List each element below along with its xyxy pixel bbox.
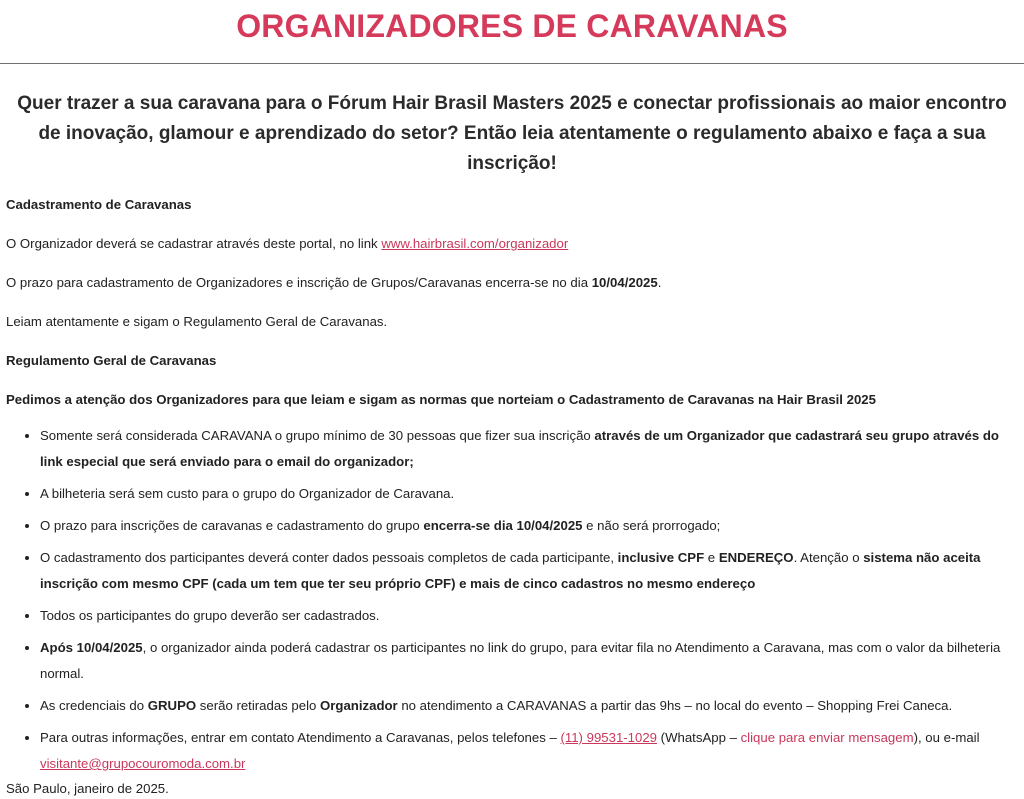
rule-text: Para outras informações, entrar em contato Atendimento a Caravanas, pelos telefones – (40, 730, 561, 745)
rule-bold: inclusive CPF (617, 550, 705, 565)
whatsapp-link[interactable]: clique para enviar mensagem (740, 730, 914, 745)
rule-text: e não será prorrogado; (582, 518, 721, 533)
rule-item (40, 545, 1018, 597)
rules-list (6, 423, 1018, 777)
phone-link[interactable]: (11) 99531-1029 (560, 730, 658, 745)
rule-text: . Atenção o (793, 550, 864, 565)
content (0, 195, 1024, 799)
read-rules-paragraph: Leiam atentamente e sigam o Regulamento Geral de Caravanas. (6, 314, 388, 329)
rule-bold: através de um Organizador que cadastrará seu grupo através do link especial que será enviado para o email do organizador; (40, 428, 999, 469)
page-title: ORGANIZADORES DE CARAVANAS (236, 8, 788, 44)
organizer-register-paragraph (6, 234, 1018, 254)
rule-bold: Após 10/04/2025 (40, 640, 143, 655)
footer-date: São Paulo, janeiro de 2025. (6, 781, 169, 796)
rule-item (40, 513, 1018, 539)
organizer-register-text: O Organizador deverá se cadastrar através deste portal, no link (6, 236, 382, 251)
intro-text: Quer trazer a sua caravana para o Fórum Hair Brasil Masters 2025 e conectar profissionais ao maior encontro de inovação, glamour e aprendizado do setor? Então leia atentamente o regulamento abaixo e faça a sua inscrição! (17, 93, 1007, 174)
rule-bold: ENDEREÇO (718, 550, 794, 565)
rule-text: e (704, 550, 719, 565)
rule-item (40, 693, 1018, 719)
rule-item (40, 725, 1018, 777)
section-heading-cadastramento: Cadastramento de Caravanas (6, 197, 192, 212)
rule-bold: encerra-se dia 10/04/2025 (423, 518, 583, 533)
rule-bold: Organizador (320, 698, 398, 713)
rule-text: no atendimento a CARAVANAS a partir das 9hs – no local do evento – Shopping Frei Caneca. (397, 698, 953, 713)
rule-item (40, 423, 1018, 475)
rules-lead: Pedimos a atenção dos Organizadores para que leiam e sigam as normas que norteiam o Cadastramento de Caravanas na Hair Brasil 2025 (6, 392, 876, 407)
rule-bold: GRUPO (147, 698, 197, 713)
rule-item (40, 635, 1018, 687)
deadline-paragraph (6, 273, 1018, 293)
rule-text: , o organizador ainda poderá cadastrar os participantes no link do grupo, para evitar fila no Atendimento a Caravana, mas com o valor da bilheteria normal. (40, 640, 1001, 681)
rule-text: O prazo para inscrições de caravanas e cadastramento do grupo (40, 518, 424, 533)
rule-item: • Todos os participantes do grupo deverão ser cadastrados. (40, 603, 1018, 629)
rule-text: Somente será considerada CARAVANA o grupo mínimo de 30 pessoas que fizer sua inscrição (40, 428, 595, 443)
rule-bold: sistema não aceita inscrição com mesmo CPF (cada um tem que ter seu próprio CPF) e mais de cinco cadastros no mesmo endereço (40, 550, 981, 591)
rule-text: As credenciais do (40, 698, 148, 713)
rule-text: O cadastramento dos participantes deverá conter dados pessoais completos de cada participante, (40, 550, 618, 565)
organizer-link[interactable]: www.hairbrasil.com/organizador (381, 236, 569, 251)
rule-text: ), ou e-mail (913, 730, 980, 745)
rule-text: serão retiradas pelo (196, 698, 321, 713)
section-heading-regulamento: Regulamento Geral de Caravanas (6, 353, 217, 368)
page-header (0, 0, 1024, 64)
rule-item: • A bilheteria será sem custo para o grupo do Organizador de Caravana. (40, 481, 1018, 507)
deadline-date: 10/04/2025 (591, 275, 658, 290)
rule-text: (WhatsApp – (657, 730, 741, 745)
deadline-end: . (657, 275, 662, 290)
email-link[interactable]: visitante@grupocouromoda.com.br (40, 756, 246, 771)
deadline-text: O prazo para cadastramento de Organizadores e inscrição de Grupos/Caravanas encerra-se no dia (6, 275, 592, 290)
